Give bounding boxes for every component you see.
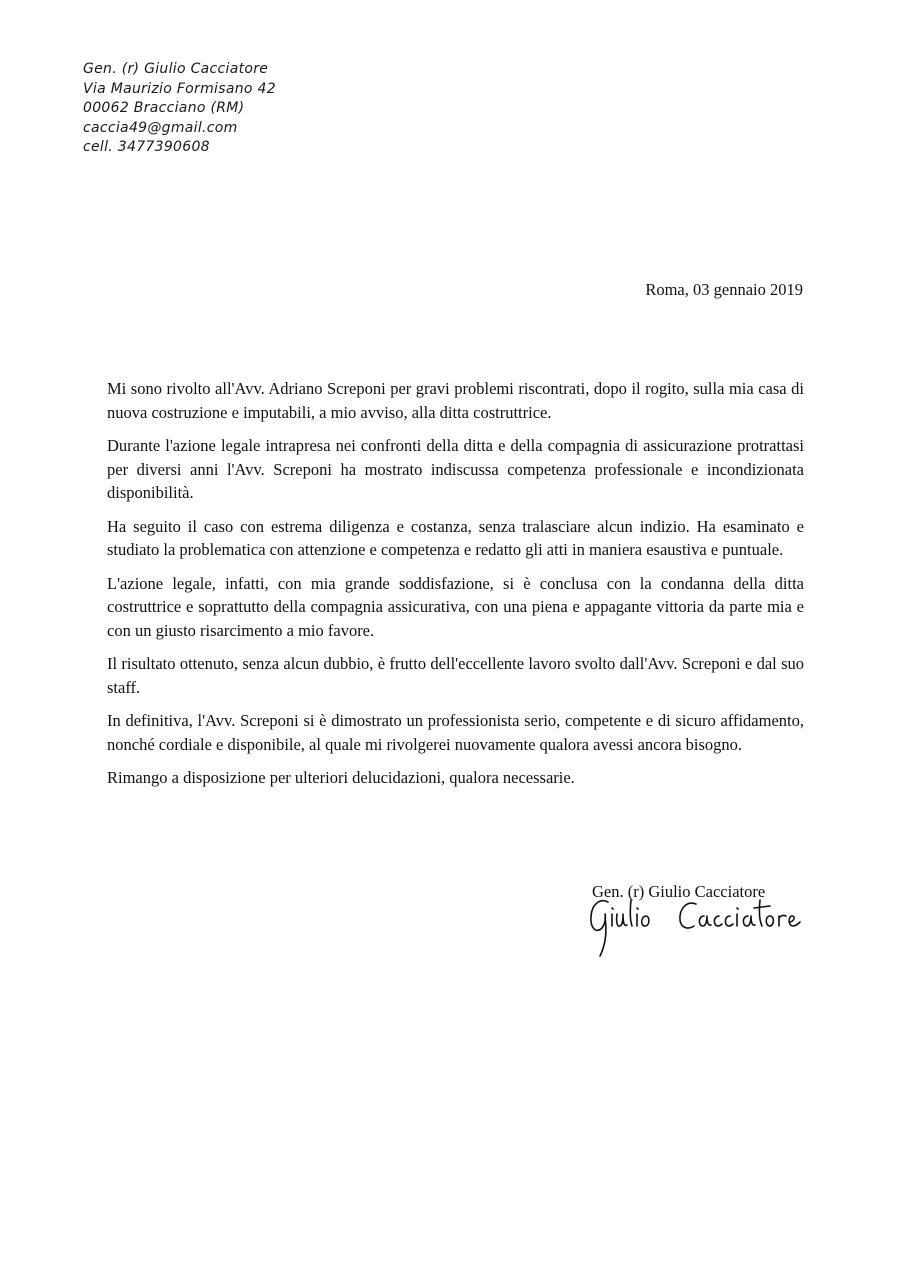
sender-city: 00062 Bracciano (RM) xyxy=(83,100,245,116)
body-paragraph: Mi sono rivolto all'Avv. Adriano Screponi per gravi problemi riscontrati, dopo il rogito, sulla mia casa di nuova costruzione e imputabili, a mio avviso, alla ditta costruttrice. xyxy=(107,379,804,422)
sender-address-block xyxy=(83,60,276,158)
sender-street: Via Maurizio Formisano 42 xyxy=(83,80,276,97)
body-paragraph: Durante l'azione legale intrapresa nei confronti della ditta e della compagnia di assicurazione protrattasi per diversi anni l'Avv. Screponi ha mostrato indiscussa competenza professionale e incondizionata disponibilità. xyxy=(107,436,804,502)
body-paragraph: Ha seguito il caso con estrema diligenza e costanza, senza tralasciare alcun indizio. Ha esaminato e studiato la problematica con attenzione e competenza e redatto gli atti in maniera esaustiva e puntuale. xyxy=(107,516,804,559)
handwritten-signature xyxy=(584,892,809,962)
letter-date: Roma, 03 gennaio 2019 xyxy=(645,280,803,299)
sender-phone: cell. 3477390608 xyxy=(83,139,210,155)
sender-name: Gen. (r) Giulio Cacciatore xyxy=(83,61,269,77)
signatory-name: Gen. (r) Giulio Cacciatore xyxy=(592,882,766,901)
body-paragraph: Rimango a disposizione per ulteriori delucidazioni, qualora necessarie. xyxy=(107,768,575,787)
body-paragraph: Il risultato ottenuto, senza alcun dubbio, è frutto dell'eccellente lavoro svolto dall'Avv. Screponi e dal suo staff. xyxy=(107,654,804,697)
letter-body xyxy=(107,377,804,800)
sender-email: caccia49@gmail.com xyxy=(83,119,238,136)
body-paragraph: L'azione legale, infatti, con mia grande soddisfazione, si è conclusa con la condanna della ditta costruttrice e soprattutto della compagnia assicurativa, con una piena e appagante vittoria da parte mia e con un giusto risarcimento a mio favore. xyxy=(107,573,804,640)
body-paragraph: In definitiva, l'Avv. Screponi si è dimostrato un professionista serio, competente e di sicuro affidamento, nonché cordiale e disponibile, al quale mi rivolgerei nuovamente qualora avessi ancora bisogno. xyxy=(107,711,804,754)
